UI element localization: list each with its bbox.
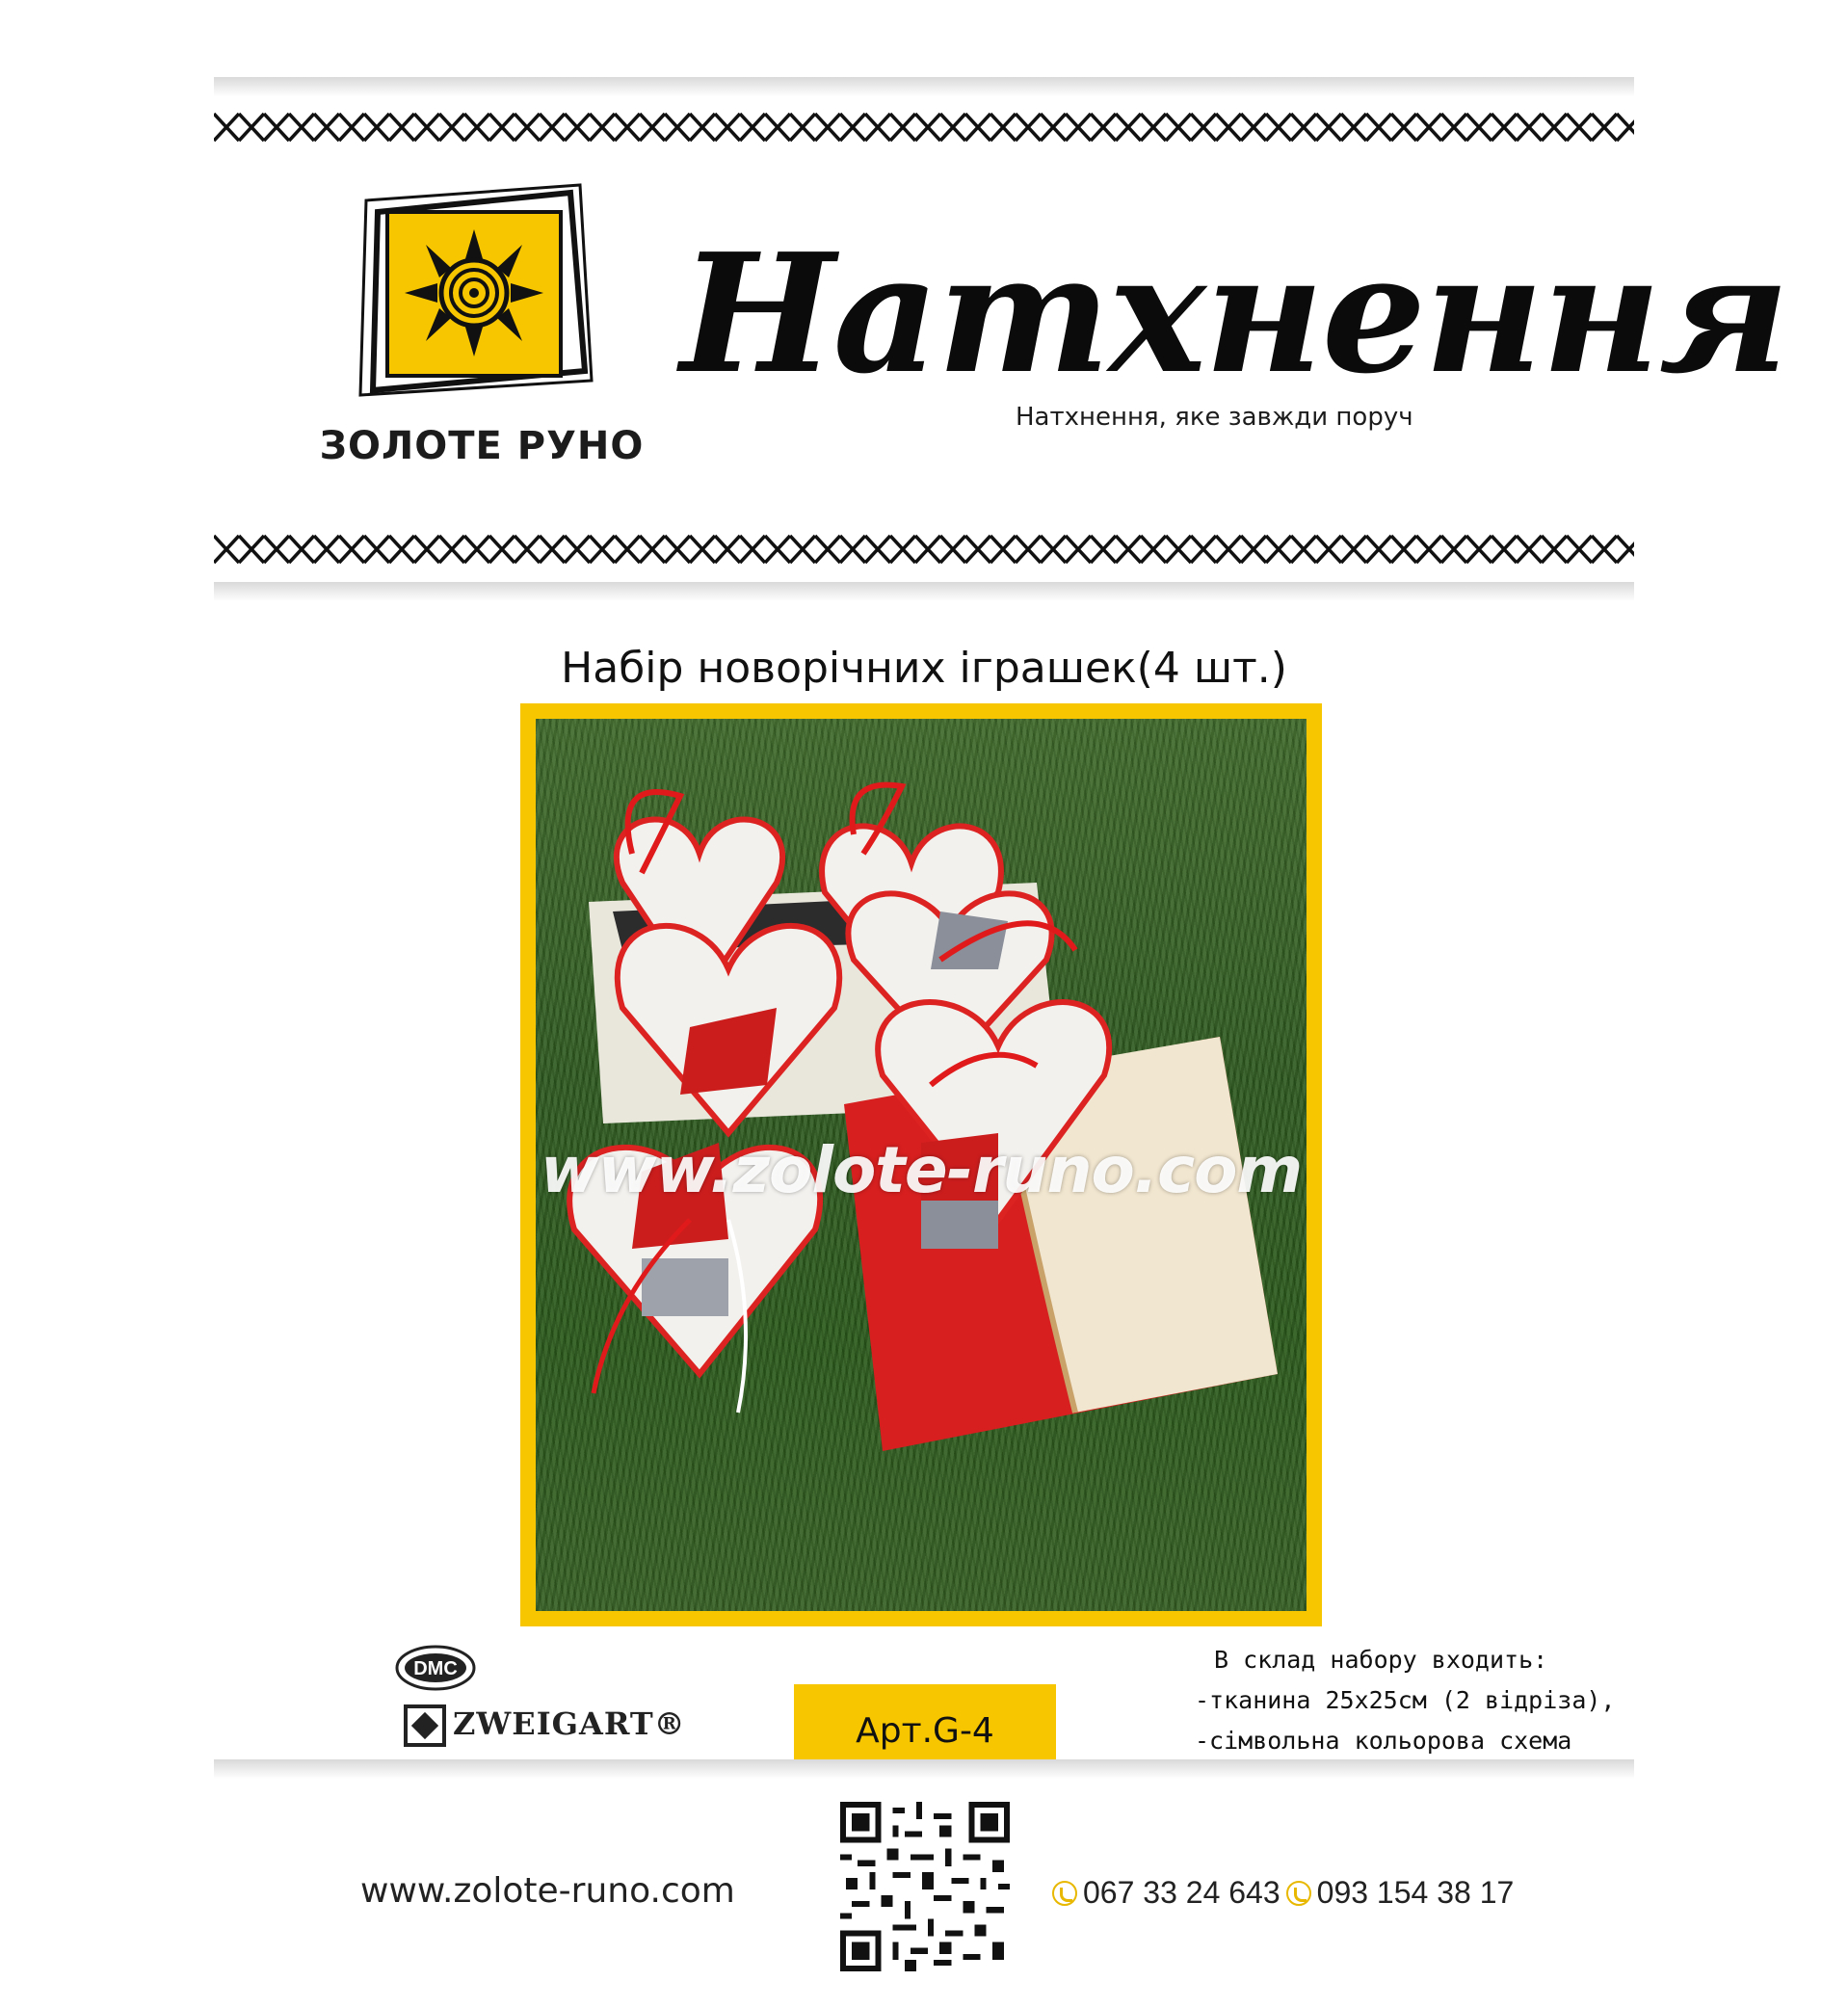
product-photo [536,719,1307,1611]
article-number: Арт.G-4 [794,1684,1056,1777]
photo-watermark: www.zolote-runo.com [540,1133,1303,1207]
kit-contents [1195,1640,1616,1761]
qr-code [840,1802,1010,1971]
phone-number-2: 093 154 38 17 [1316,1875,1515,1910]
zweigart-logo [403,1704,686,1753]
top-shadow-band [214,77,1634,96]
dmc-logo [393,1644,478,1692]
footer-url: www.zolote-runo.com [360,1871,735,1911]
phone-number-1: 067 33 24 643 [1083,1875,1280,1910]
dmc-logo-text: DMC [413,1658,458,1679]
bottom-zigzag-ornament [214,530,1634,568]
top-zigzag-ornament [214,108,1634,146]
sun-logo-icon [349,173,599,405]
header-bottom-shadow-band [214,582,1634,601]
kit-contents-item: -сімвольна кольорова схема [1195,1727,1572,1755]
zweigart-logo-text: ZWEIGART® [453,1705,686,1742]
product-title: Набір новорічних іграшек(4 шт.) [561,644,1287,693]
zweigart-emblem-icon [403,1704,447,1748]
contact-phones [1052,1875,1514,1911]
collection-title: Натхнення [680,218,1788,410]
footer-shadow-band [214,1759,1634,1779]
kit-contents-item: -тканина 25х25см (2 відріза), [1195,1686,1616,1714]
kit-contents-heading: В склад набору входить: [1214,1646,1548,1674]
collection-tagline: Натхнення, яке завжди поруч [1016,403,1413,432]
phone-icon [1052,1881,1077,1906]
viber-icon [1286,1881,1311,1906]
product-photo-frame [520,703,1322,1626]
brand-name: ЗОЛОТЕ РУНО [319,424,645,468]
